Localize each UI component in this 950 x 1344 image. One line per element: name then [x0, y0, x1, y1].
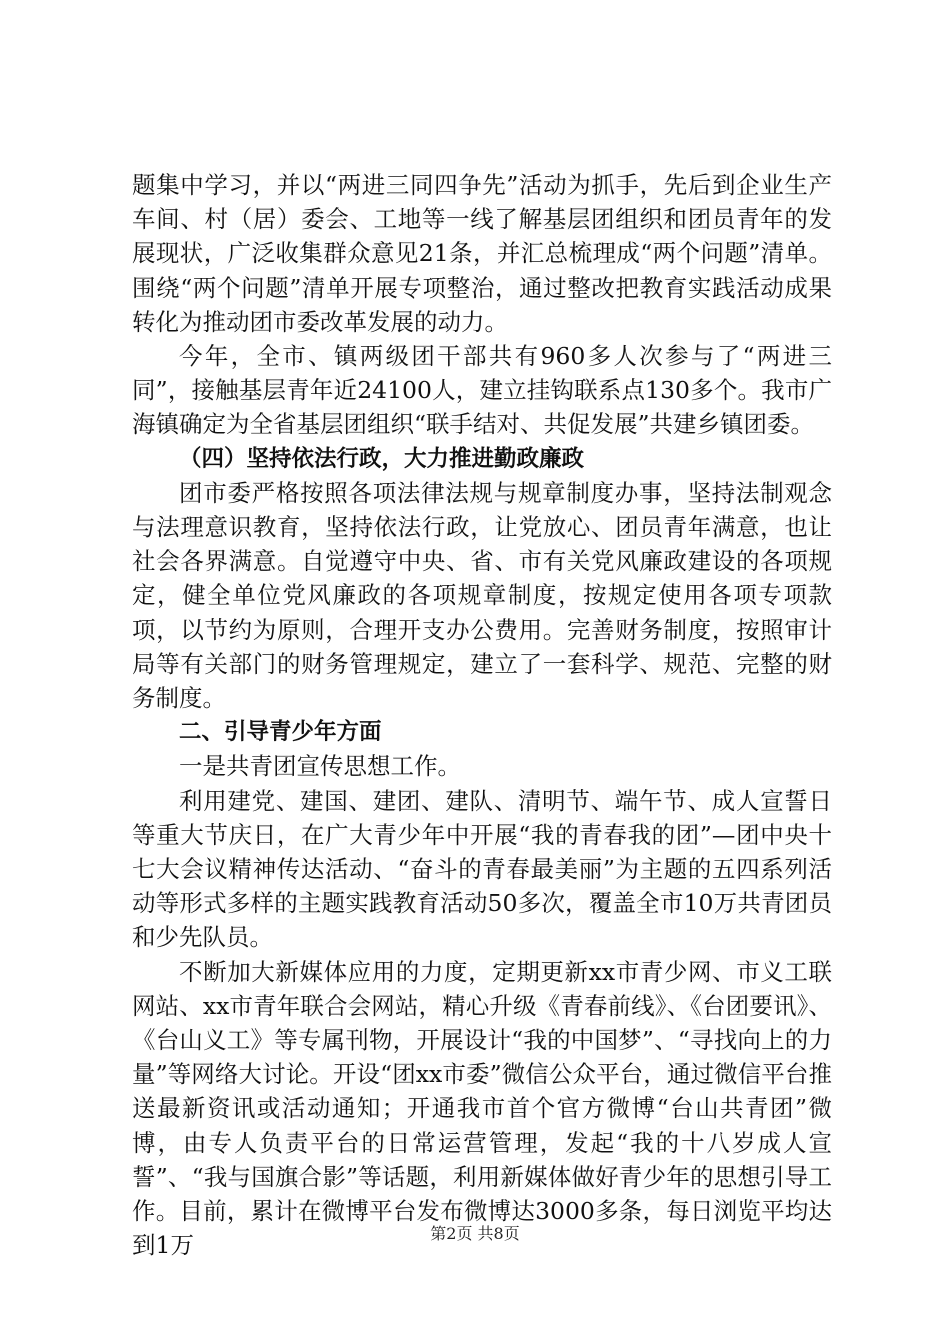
paragraph: 不断加大新媒体应用的力度，定期更新xx市青少网、市义工联网站、xx市青年联合会网站，精心升级《青春前线》、《台团要讯》、《台山义工》等专属刊物，开展设计“我的中国梦”、“寻找向上的力量”等网络大讨论。开设“团xx市委”微信公众平台，通过微信平台推送最新资讯或活动通知；开通我市首个官方微博“台山共青团”微博，由专人负责平台的日常运营管理，发起“我的十八岁成人宣誓”、“我与国旗合影”等话题，利用新媒体做好青少年的思想引导工作。目前，累计在微博平台发布微博达3000多条，每日浏览平均达到1万	[132, 957, 832, 1260]
paragraph: 利用建党、建国、建团、建队、清明节、端午节、成人宣誓日等重大节庆日，在广大青少年中开展“我的青春我的团”—团中央十七大会议精神传达活动、“奋斗的青春最美丽”为主题的五四系列活动等形式多样的主题实践教育活动50多次，覆盖全市10万共青团员和少先队员。	[132, 786, 832, 952]
section-heading: （四）坚持依法行政，大力推进勤政廉政	[179, 445, 585, 472]
paragraph: 题集中学习，并以“两进三同四争先”活动为抓手，先后到企业生产车间、村（居）委会、工地等一线了解基层团组织和团员青年的发展现状，广泛收集群众意见21条，并汇总梳理成“两个问题”清单。围绕“两个问题”清单开展专项整治，通过整改把教育实践活动成果转化为推动团市委改革发展的动力。	[132, 171, 832, 336]
paragraph: 一是共青团宣传思想工作。	[179, 752, 461, 781]
section-heading: 二、引导青少年方面	[179, 719, 382, 746]
paragraph: 今年，全市、镇两级团干部共有960多人次参与了“两进三同”，接触基层青年近24100人，建立挂钩联系点130多个。我市广海镇确定为全省基层团组织“联手结对、共促发展”共建乡镇团委。	[132, 342, 832, 439]
document-body	[132, 168, 832, 1263]
page-number-footer: 第2页 共8页	[430, 1224, 520, 1243]
paragraph: 团市委严格按照各项法律法规与规章制度办事，坚持法制观念与法理意识教育，坚持依法行政，让党放心、团员青年满意，也让社会各界满意。自觉遵守中央、省、市有关党风廉政建设的各项规定，健全单位党风廉政的各项规章制度，按规定使用各项专项款项，以节约为原则，合理开支办公费用。完善财务制度，按照审计局等有关部门的财务管理规定，建立了一套科学、规范、完整的财务制度。	[132, 478, 832, 713]
